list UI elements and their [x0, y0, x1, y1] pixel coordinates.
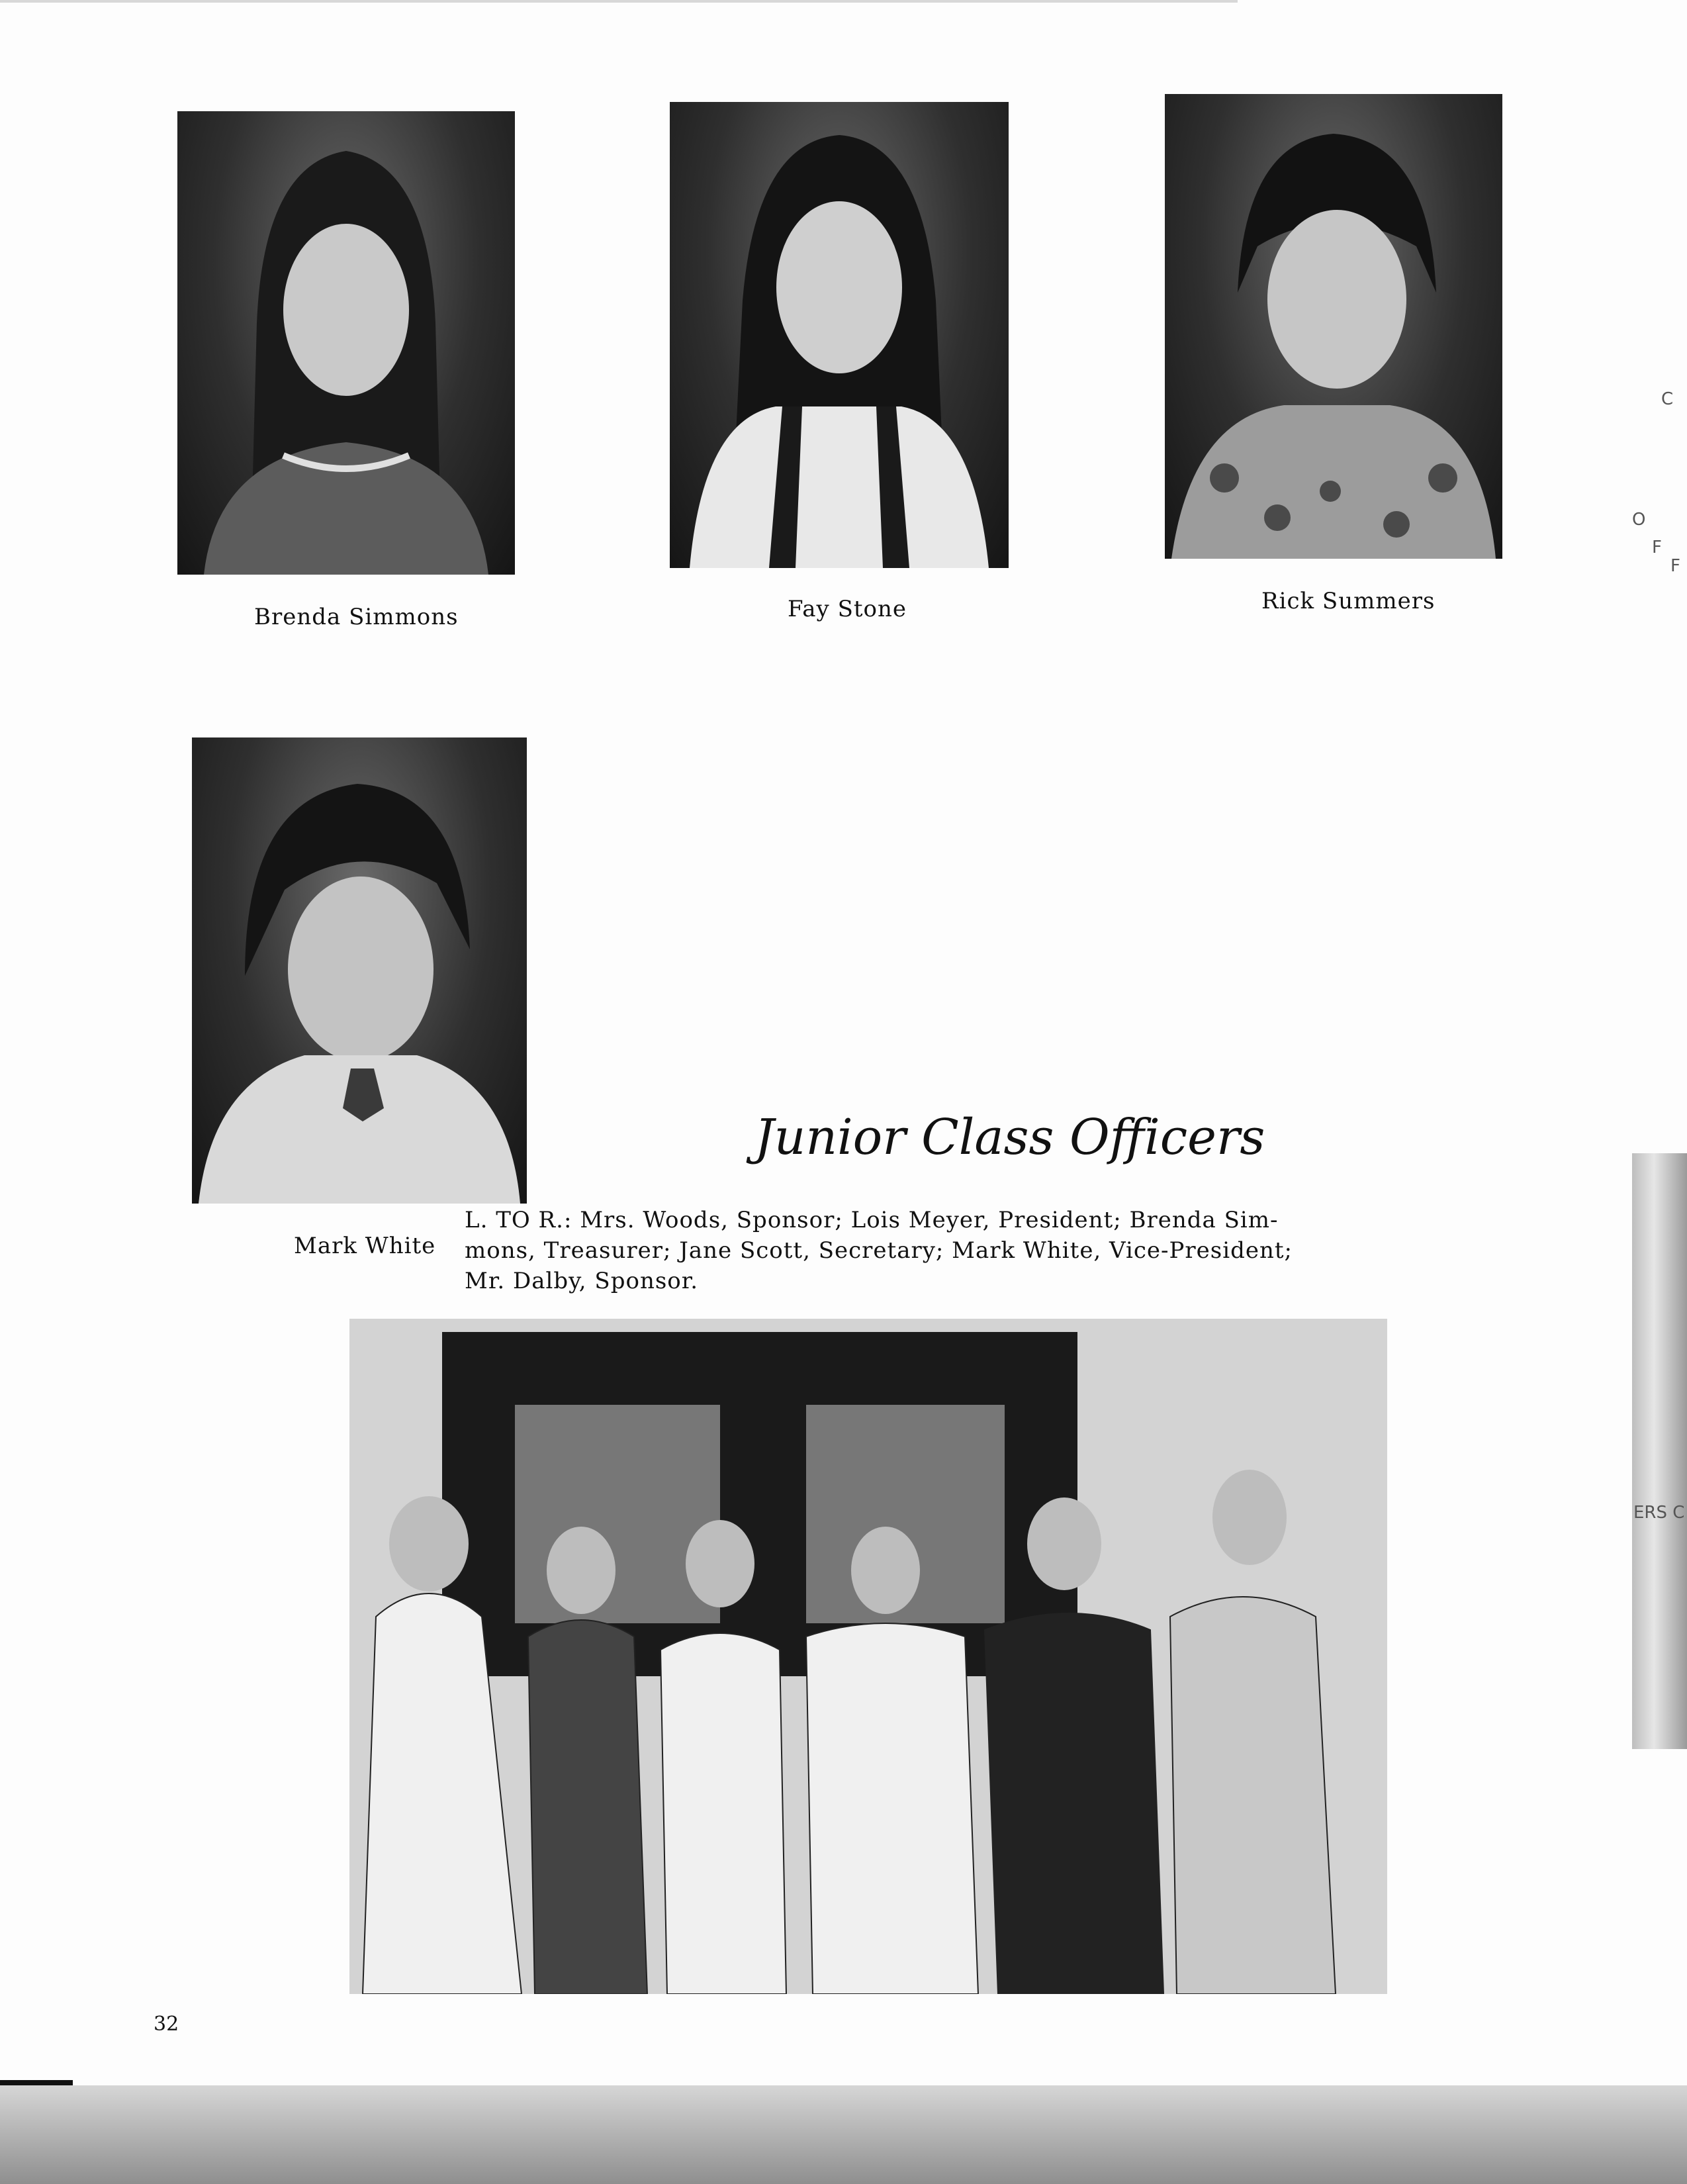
top-rule [0, 0, 1238, 3]
portrait-caption: Rick Summers [1261, 588, 1436, 614]
portrait-photo-fay-stone [670, 102, 1009, 568]
facing-page-photo-edge [1632, 1153, 1687, 1749]
edge-letter: ERS C [1633, 1503, 1685, 1523]
edge-letter: F [1670, 556, 1680, 576]
portrait-photo-mark-white [192, 737, 527, 1204]
section-heading: Junior Class Officers [754, 1109, 1265, 1166]
page-number: 32 [154, 2013, 179, 2036]
portrait-caption: Mark White [294, 1233, 436, 1259]
edge-letter: C [1661, 389, 1674, 409]
portrait-photo-rick-summers [1165, 94, 1502, 559]
scan-bottom-band [0, 2085, 1687, 2184]
portrait-caption: Fay Stone [788, 596, 907, 622]
edge-letter: O [1632, 510, 1646, 530]
portrait-photo-brenda-simmons [177, 111, 515, 575]
portrait-caption: Brenda Simmons [254, 604, 459, 630]
edge-letter: F [1652, 538, 1662, 557]
group-photo-junior-class-officers [349, 1319, 1387, 1994]
officers-caption: L. TO R.: Mrs. Woods, Sponsor; Lois Meyer, President; Brenda Sim-mons, Treasurer; Jane Scott, Secretary; Mark White, Vice-President; Mr. Dalby, Sponsor. [465, 1207, 1293, 1294]
